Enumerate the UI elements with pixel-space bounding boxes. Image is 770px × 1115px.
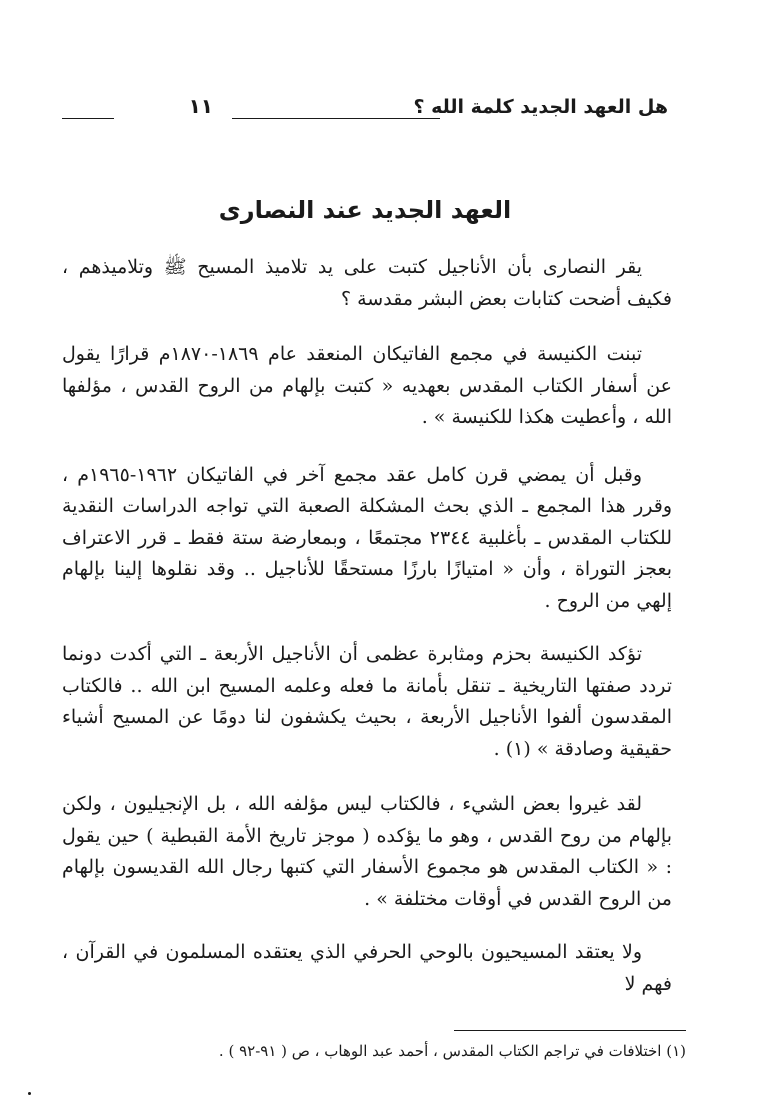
paragraph-6: ولا يعتقد المسيحيون بالوحي الحرفي الذي يعتقده المسلمون في القرآن ، فهم لا (62, 941, 672, 995)
running-header-title: هل العهد الجديد كلمة الله ؟ (413, 96, 668, 118)
paragraph-5: لقد غيروا بعض الشيء ، فالكتاب ليس مؤلفه الله ، بل الإنجيليون ، ولكن بإلهام من روح القدس ، وهو ما يؤكده ( موجز تاريخ الأمة القبطية ) حين يقول : « الكتاب المقدس هو مجموع الأسفار التي كتبها رجال الله القديسون بإلهام من الروح القدس في أوقات مختلفة » . (62, 793, 672, 910)
paragraph-4: تؤكد الكنيسة بحزم ومثابرة عظمى أن الأناجيل الأربعة ـ التي أكدت دونما تردد صفتها التاريخية ـ تنقل بأمانة ما فعله وعلمه المسيح ابن الله .. فالكتاب المقدسون ألفوا الأناجيل الأربعة ، بحيث يكشفون لنا دومًا عن المسيح أشياء حقيقية وصادقة » (١) . (62, 643, 672, 760)
margin-dot (28, 1092, 31, 1095)
header-rule (232, 118, 440, 119)
section-heading: العهد الجديد عند النصارى (218, 196, 512, 224)
footnote: (١) اختلافات في تراجم الكتاب المقدس ، أحمد عبد الوهاب ، ص ( ٩١-٩٢ ) . (218, 1042, 686, 1060)
footnote-rule (454, 1030, 686, 1031)
running-header (62, 92, 668, 132)
paragraph-3: وقبل أن يمضي قرن كامل عقد مجمع آخر في الفاتيكان ١٩٦٢-١٩٦٥م ، وقرر هذا المجمع ـ الذي بحث المشكلة الصعبة التي تواجه الدراسات النقدية للكتاب المقدس ـ بأغلبية ٢٣٤٤ مجتمعًا ، وبمعارضة ستة فقط ـ قرر الاعتراف بعجز التوراة ، وأن « امتيازًا بارزًا مستحقًا للأناجيل .. وقد نقلوها إلينا بإلهام إلهي من الروح . (62, 463, 672, 612)
page-number: ١١ (188, 94, 213, 118)
header-rule-end (62, 118, 114, 119)
paragraph-2: تبنت الكنيسة في مجمع الفاتيكان المنعقد عام ١٨٦٩-١٨٧٠م قرارًا يقول عن أسفار الكتاب المقدس بعهديه « كتبت بإلهام من الروح القدس ، مؤلفها الله ، وأعطيت هكذا للكنيسة » . (62, 343, 672, 428)
body-text (62, 252, 672, 1000)
paragraph-1: يقر النصارى بأن الأناجيل كتبت على يد تلاميذ المسيح ﷺ وتلاميذهم ، فكيف أضحت كتابات بعض البشر مقدسة ؟ (62, 256, 672, 310)
